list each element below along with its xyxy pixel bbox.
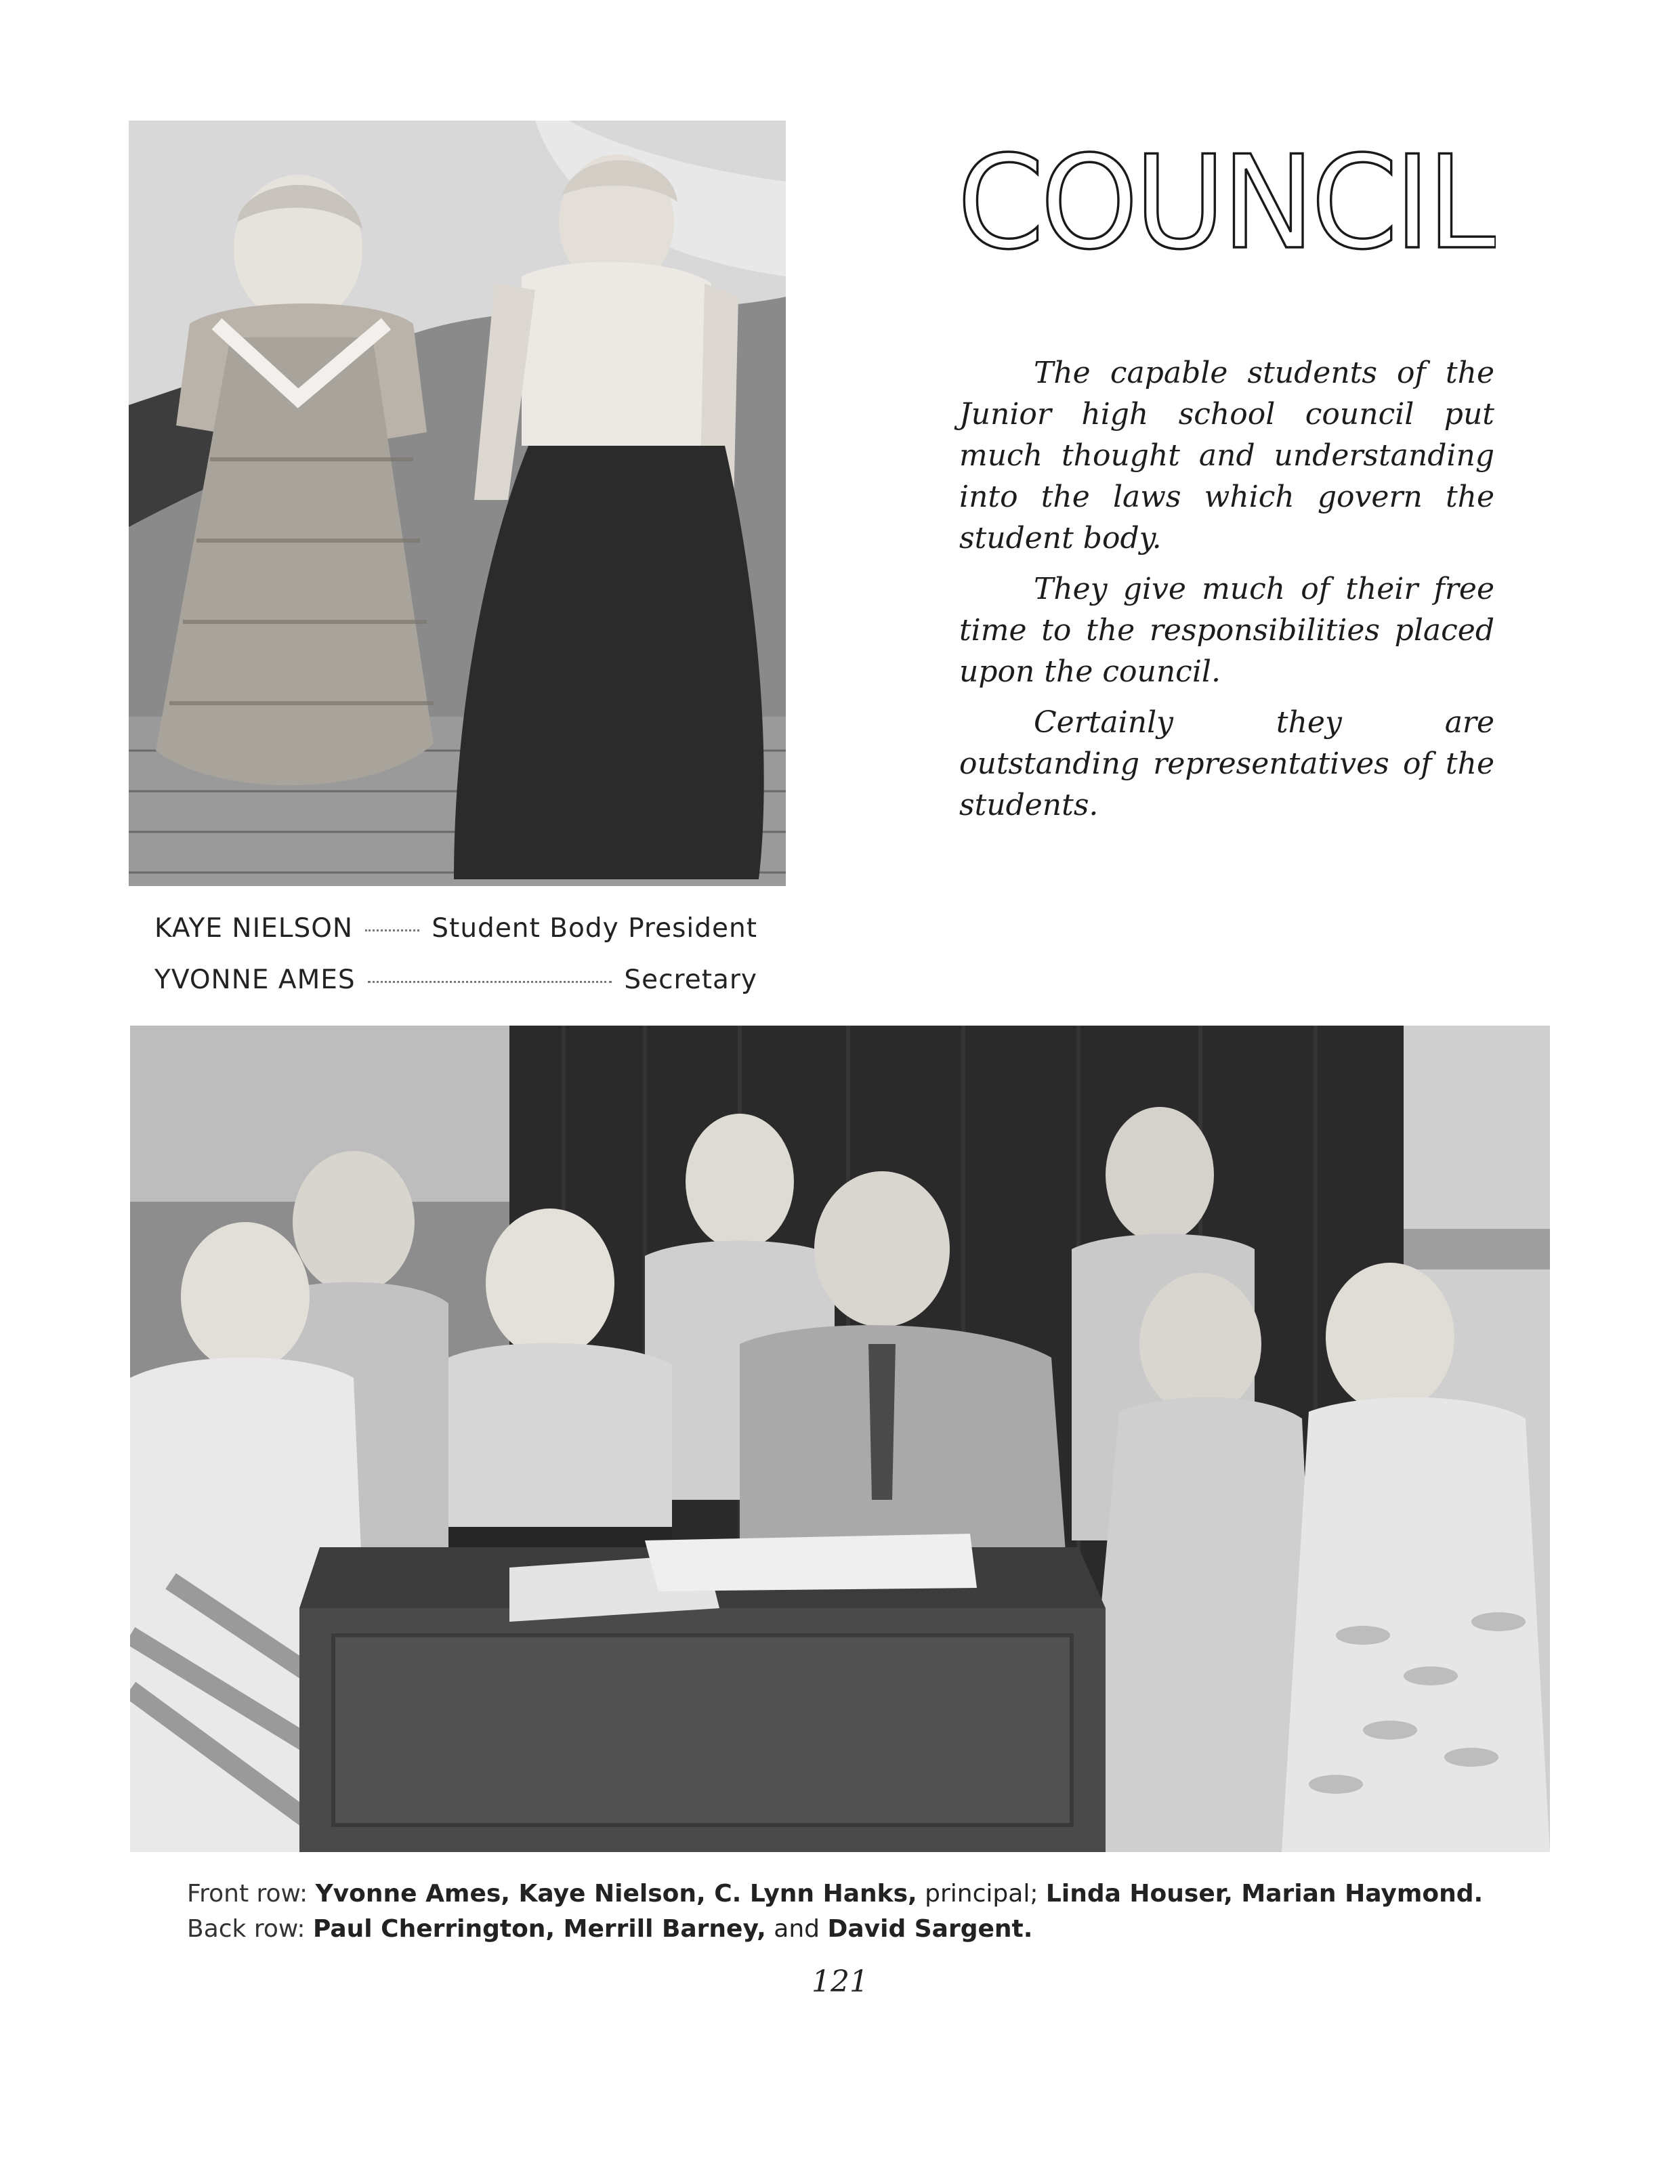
intro-paragraph-3: Certainly they are outstanding representatives of the students. (959, 705, 1494, 822)
front-row-names: Yvonne Ames, Kaye Nielson, C. Lynn Hanks, (315, 1880, 917, 1908)
council-group-photo (130, 1026, 1550, 1852)
back-row-caption (187, 1912, 1515, 1947)
officer-role: Secretary (624, 965, 757, 995)
principal-role: principal; (925, 1880, 1038, 1908)
officer-caption-president (154, 913, 757, 944)
intro-paragraph-1: The capable students of the Junior high school council put much thought and understanding into the laws which govern the student body. (959, 356, 1494, 555)
group-photo-caption (187, 1876, 1515, 1947)
page-number: 121 (812, 1965, 868, 1999)
officers-photo (129, 121, 786, 886)
dot-leader (365, 929, 419, 931)
officer-caption-secretary (154, 965, 757, 995)
officer-name: YVONNE AMES (154, 965, 356, 995)
front-row-label: Front row: (187, 1880, 308, 1908)
front-row-caption (187, 1876, 1515, 1912)
page-title (954, 132, 1496, 268)
officer-name: KAYE NIELSON (154, 913, 354, 944)
intro-text (959, 352, 1494, 835)
intro-paragraph-2: They give much of their free time to the responsibilities placed upon the council. (959, 572, 1494, 689)
back-row-label: Back row: (187, 1915, 306, 1943)
back-row-names-cont: David Sargent. (827, 1915, 1033, 1943)
page-title-text: COUNCIL (957, 132, 1496, 268)
front-row-names-cont: Linda Houser, Marian Haymond. (1045, 1880, 1484, 1908)
back-row-names: Paul Cherrington, Merrill Barney, (312, 1915, 766, 1943)
back-row-and: and (774, 1915, 820, 1943)
dot-leader (368, 981, 612, 983)
officer-role: Student Body President (432, 913, 757, 944)
